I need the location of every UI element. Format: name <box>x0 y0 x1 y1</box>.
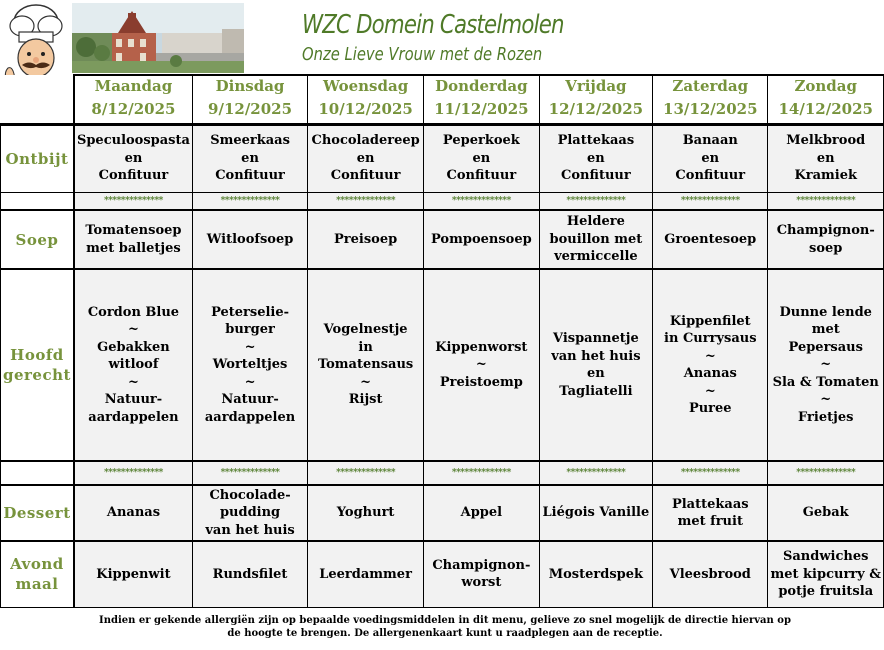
day-date: 13/12/2025 <box>653 96 768 124</box>
row-label-avondmaal: Avond maal <box>1 541 74 607</box>
corner-cell <box>1 96 74 124</box>
date-row <box>1 96 884 124</box>
menu-cell: Chocolade- pudding van het huis <box>192 485 307 541</box>
main-course-row <box>1 269 884 461</box>
separator-stars: ************** <box>653 192 768 210</box>
menu-cell: Peterselie- burger ~ Worteltjes ~ Natuur- aardappelen <box>192 269 307 461</box>
day-name: Woensdag <box>308 75 424 96</box>
separator-stars: ************** <box>192 192 307 210</box>
separator-stars: ************** <box>308 192 424 210</box>
menu-cell: Speculoospasta en Confituur <box>74 124 192 192</box>
menu-cell: Smeerkaas en Confituur <box>192 124 307 192</box>
menu-cell: Plattekaas met fruit <box>653 485 768 541</box>
separator-stars: ************** <box>653 461 768 485</box>
menu-cell: Pompoensoep <box>424 210 540 269</box>
separator-stars: ************** <box>192 461 307 485</box>
menu-cell: Kippenwit <box>74 541 192 607</box>
corner-cell <box>1 75 74 96</box>
separator-stars: ************** <box>768 461 884 485</box>
evening-meal-row <box>1 541 884 607</box>
separator-row <box>1 192 884 210</box>
breakfast-row <box>1 124 884 192</box>
menu-cell: Liégois Vanille <box>539 485 652 541</box>
menu-cell: Leerdammer <box>308 541 424 607</box>
menu-cell: Gebak <box>768 485 884 541</box>
separator-stars: ************** <box>539 192 652 210</box>
menu-cell: Plattekaas en Confituur <box>539 124 652 192</box>
separator-stars: ************** <box>424 461 540 485</box>
separator-stars: ************** <box>308 461 424 485</box>
day-date: 14/12/2025 <box>768 96 884 124</box>
day-date: 10/12/2025 <box>308 96 424 124</box>
menu-cell: Tomatensoep met balletjes <box>74 210 192 269</box>
menu-cell: Witloofsoep <box>192 210 307 269</box>
menu-cell: Heldere bouillon met vermiccelle <box>539 210 652 269</box>
day-name-row <box>1 75 884 96</box>
menu-cell: Yoghurt <box>308 485 424 541</box>
day-name: Donderdag <box>424 75 540 96</box>
day-date: 9/12/2025 <box>192 96 307 124</box>
menu-cell: Melkbrood en Kramiek <box>768 124 884 192</box>
separator-row <box>1 461 884 485</box>
day-name: Vrijdag <box>539 75 652 96</box>
dessert-row <box>1 485 884 541</box>
day-name: Zondag <box>768 75 884 96</box>
soup-row <box>1 210 884 269</box>
row-label-soep: Soep <box>1 210 74 269</box>
menu-cell: Groentesoep <box>653 210 768 269</box>
menu-cell: Banaan en Confituur <box>653 124 768 192</box>
menu-cell: Chocoladereep en Confituur <box>308 124 424 192</box>
menu-cell: Ananas <box>74 485 192 541</box>
page-subtitle: Onze Lieve Vrouw met de Rozen <box>302 44 543 65</box>
weekly-menu-table <box>0 74 884 608</box>
separator-stars: ************** <box>539 461 652 485</box>
separator-stars: ************** <box>768 192 884 210</box>
menu-cell: Appel <box>424 485 540 541</box>
separator-label-blank <box>1 192 74 210</box>
menu-cell: Vleesbrood <box>653 541 768 607</box>
day-name: Maandag <box>74 75 192 96</box>
page-title: WZC Domein Castelmolen <box>302 10 564 40</box>
menu-cell: Dunne lende met Pepersaus ~ Sla & Tomaten ~ Frietjes <box>768 269 884 461</box>
building-photo <box>72 3 244 73</box>
row-label-ontbijt: Ontbijt <box>1 124 74 192</box>
menu-cell: Sandwiches met kipcurry & potje fruitsla <box>768 541 884 607</box>
day-name: Dinsdag <box>192 75 307 96</box>
day-date: 11/12/2025 <box>424 96 540 124</box>
menu-cell: Kippenfilet in Currysaus ~ Ananas ~ Puree <box>653 269 768 461</box>
menu-cell: Preisoep <box>308 210 424 269</box>
menu-cell: Champignon- soep <box>768 210 884 269</box>
menu-cell: Cordon Blue ~ Gebakken witloof ~ Natuur- aardappelen <box>74 269 192 461</box>
menu-cell: Mosterdspek <box>539 541 652 607</box>
separator-label-blank <box>1 461 74 485</box>
menu-cell: Kippenworst ~ Preistoemp <box>424 269 540 461</box>
row-label-hoofdgerecht: Hoofd gerecht <box>1 269 74 461</box>
separator-stars: ************** <box>74 461 192 485</box>
separator-stars: ************** <box>74 192 192 210</box>
menu-cell: Champignon- worst <box>424 541 540 607</box>
allergen-notice: Indien er gekende allergiën zijn op bepaalde voedingsmiddelen in dit menu, gelieve zo snel mogelijk de directie hiervan op de hoogte te brengen. De allergenenkaart kunt u raadplegen aan de receptie. <box>99 615 791 639</box>
menu-cell: Rundsfilet <box>192 541 307 607</box>
day-date: 12/12/2025 <box>539 96 652 124</box>
menu-cell: Peperkoek en Confituur <box>424 124 540 192</box>
menu-cell: Vispannetje van het huis en Tagliatelli <box>539 269 652 461</box>
row-label-dessert: Dessert <box>1 485 74 541</box>
separator-stars: ************** <box>424 192 540 210</box>
menu-header <box>0 0 884 76</box>
day-date: 8/12/2025 <box>74 96 192 124</box>
menu-cell: Vogelnestje in Tomatensaus ~ Rijst <box>308 269 424 461</box>
day-name: Zaterdag <box>653 75 768 96</box>
